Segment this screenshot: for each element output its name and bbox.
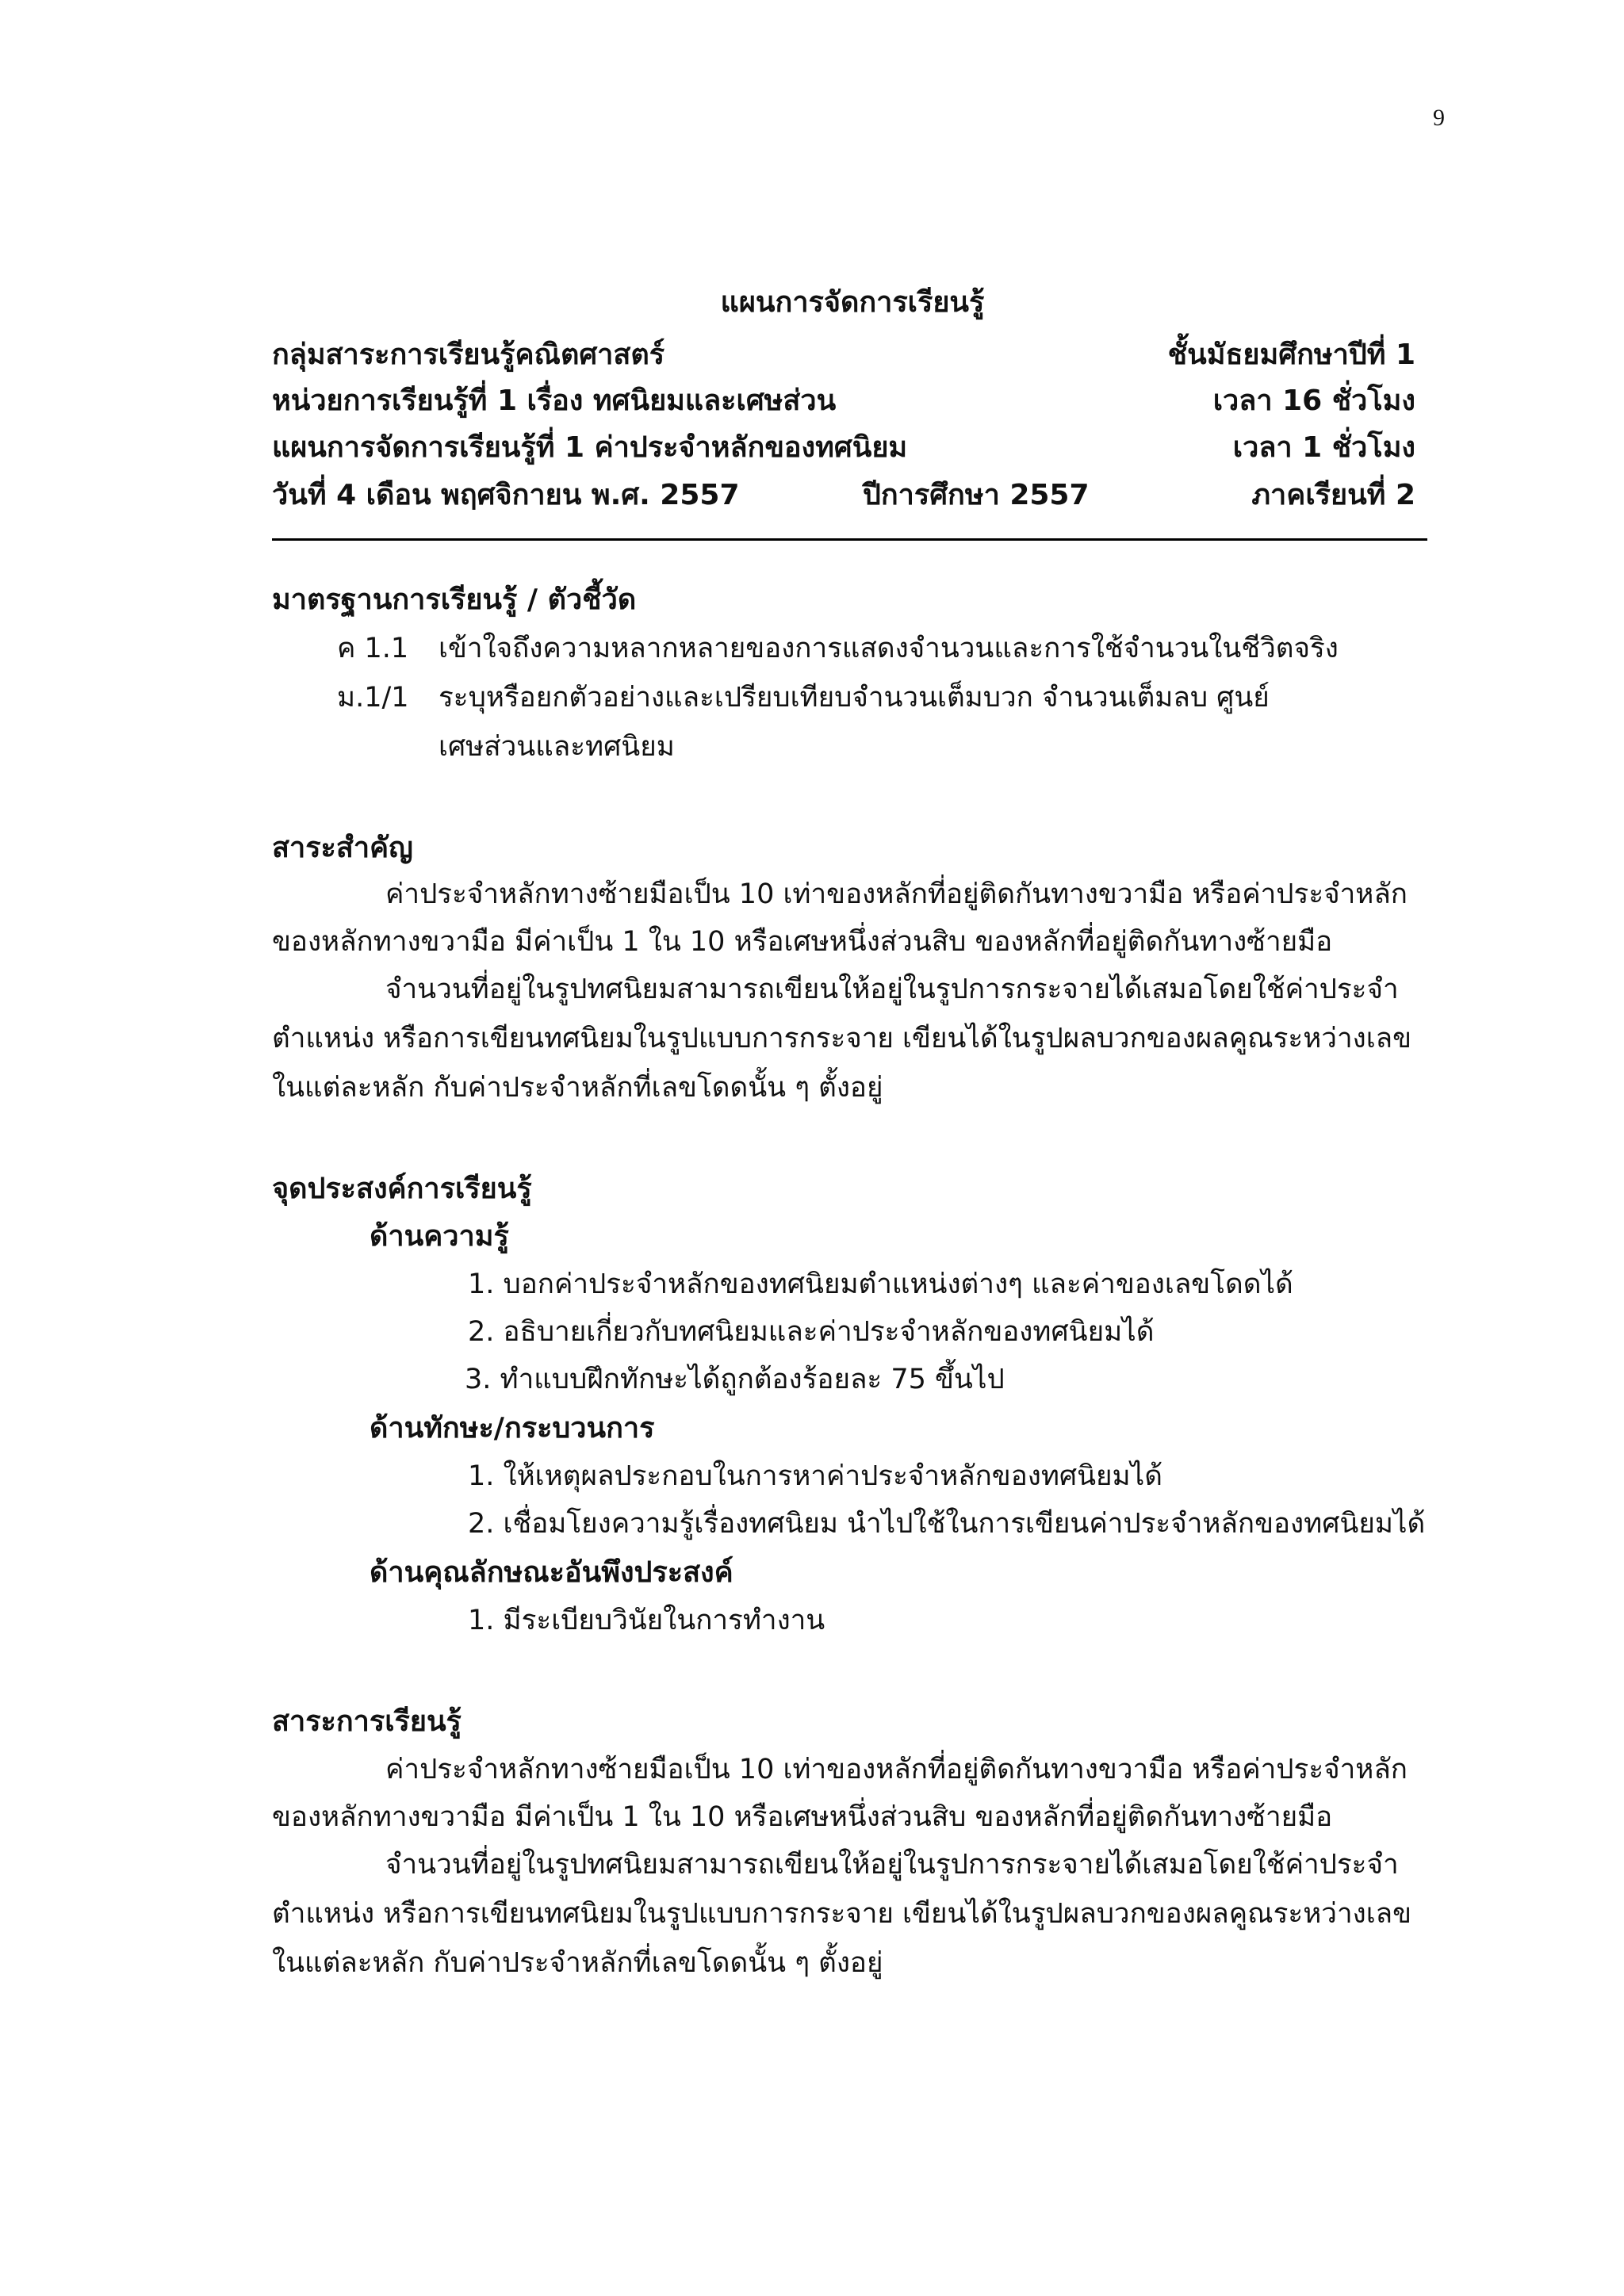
standards-heading: มาตรฐานการเรียนรู้ / ตัวชี้วัด bbox=[272, 584, 637, 616]
attributes-heading: ด้านคุณลักษณะอันพึงประสงค์ bbox=[370, 1556, 733, 1589]
content-line: ค่าประจำหลักทางซ้ายมือเป็น 10 เท่าของหลักที่อยู่ติดกันทางขวามือ หรือค่าประจำหลัก bbox=[385, 1754, 1408, 1785]
knowledge-item: 1. บอกค่าประจำหลักของทศนิยมตำแหน่งต่างๆ และค่าของเลขโดดได้ bbox=[468, 1269, 1293, 1300]
grade-level: ชั้นมัธยมศึกษาปีที่ 1 bbox=[1167, 339, 1415, 371]
standard-code: ค 1.1 bbox=[337, 633, 409, 664]
key-concept-line: ค่าประจำหลักทางซ้ายมือเป็น 10 เท่าของหลักที่อยู่ติดกันทางขวามือ หรือค่าประจำหลัก bbox=[385, 878, 1408, 910]
header-row-plan bbox=[272, 424, 1415, 469]
content-line: ตำแหน่ง หรือการเขียนทศนิยมในรูปแบบการกระจาย เขียนได้ในรูปผลบวกของผลคูณระหว่างเลข bbox=[272, 1898, 1412, 1930]
unit-title: หน่วยการเรียนรู้ที่ 1 เรื่อง ทศนิยมและเศษส่วน bbox=[272, 385, 837, 417]
key-concept-heading: สาระสำคัญ bbox=[272, 832, 413, 864]
header-row-date bbox=[272, 472, 1415, 516]
standard-text: เข้าใจถึงความหลากหลายของการแสดงจำนวนและการใช้จำนวนในชีวิตจริง bbox=[439, 633, 1339, 664]
standard-item bbox=[337, 626, 1339, 670]
academic-year: ปีการศึกษา 2557 bbox=[863, 479, 1090, 511]
key-concept-line: ตำแหน่ง หรือการเขียนทศนิยมในรูปแบบการกระจาย เขียนได้ในรูปผลบวกของผลคูณระหว่างเลข bbox=[272, 1023, 1412, 1054]
lesson-date: วันที่ 4 เดือน พฤศจิกายน พ.ศ. 2557 bbox=[272, 479, 740, 511]
plan-title: แผนการจัดการเรียนรู้ที่ 1 ค่าประจำหลักของทศนิยม bbox=[272, 431, 908, 464]
indicator-text-continued: เศษส่วนและทศนิยม bbox=[439, 731, 675, 763]
knowledge-item: 2. อธิบายเกี่ยวกับทศนิยมและค่าประจำหลักของทศนิยมได้ bbox=[468, 1316, 1155, 1348]
key-concept-line: ในแต่ละหลัก กับค่าประจำหลักที่เลขโดดนั้น ๆ ตั้งอยู่ bbox=[272, 1072, 883, 1104]
semester: ภาคเรียนที่ 2 bbox=[1251, 479, 1415, 511]
knowledge-heading: ด้านความรู้ bbox=[370, 1220, 509, 1253]
unit-duration: เวลา 16 ชั่วโมง bbox=[1212, 385, 1415, 417]
header-row-unit bbox=[272, 377, 1415, 422]
indicator-code: ม.1/1 bbox=[337, 682, 409, 714]
content-line: ของหลักทางขวามือ มีค่าเป็น 1 ใน 10 หรือเศษหนึ่งส่วนสิบ ของหลักที่อยู่ติดกันทางซ้ายมือ bbox=[272, 1801, 1333, 1833]
content-line: จำนวนที่อยู่ในรูปทศนิยมสามารถเขียนให้อยู่ในรูปการกระจายได้เสมอโดยใช้ค่าประจำ bbox=[385, 1849, 1399, 1881]
key-concept-line: จำนวนที่อยู่ในรูปทศนิยมสามารถเขียนให้อยู่ในรูปการกระจายได้เสมอโดยใช้ค่าประจำ bbox=[385, 974, 1399, 1005]
skills-item: 1. ให้เหตุผลประกอบในการหาค่าประจำหลักของทศนิยมได้ bbox=[468, 1460, 1162, 1492]
indicator-item bbox=[337, 675, 1270, 719]
knowledge-item: 3. ทำแบบฝึกทักษะได้ถูกต้องร้อยละ 75 ขึ้นไป bbox=[465, 1364, 1005, 1395]
skills-item: 2. เชื่อมโยงความรู้เรื่องทศนิยม นำไปใช้ในการเขียนค่าประจำหลักของทศนิยมได้ bbox=[468, 1508, 1426, 1540]
subject-group: กลุ่มสาระการเรียนรู้คณิตศาสตร์ bbox=[272, 339, 665, 371]
page-number: 9 bbox=[1433, 105, 1445, 131]
document-title: แผนการจัดการเรียนรู้ bbox=[720, 286, 985, 319]
objectives-heading: จุดประสงค์การเรียนรู้ bbox=[272, 1173, 532, 1205]
content-heading: สาระการเรียนรู้ bbox=[272, 1705, 462, 1738]
plan-duration: เวลา 1 ชั่วโมง bbox=[1232, 431, 1415, 464]
skills-heading: ด้านทักษะ/กระบวนการ bbox=[370, 1412, 655, 1445]
content-line: ในแต่ละหลัก กับค่าประจำหลักที่เลขโดดนั้น ๆ ตั้งอยู่ bbox=[272, 1947, 883, 1979]
key-concept-line: ของหลักทางขวามือ มีค่าเป็น 1 ใน 10 หรือเศษหนึ่งส่วนสิบ ของหลักที่อยู่ติดกันทางซ้ายมือ bbox=[272, 926, 1333, 958]
header-row-subject bbox=[272, 331, 1415, 376]
attributes-item: 1. มีระเบียบวินัยในการทำงาน bbox=[468, 1605, 825, 1636]
indicator-text: ระบุหรือยกตัวอย่างและเปรียบเทียบจำนวนเต็มบวก จำนวนเต็มลบ ศูนย์ bbox=[439, 682, 1270, 714]
header-divider bbox=[272, 538, 1427, 541]
